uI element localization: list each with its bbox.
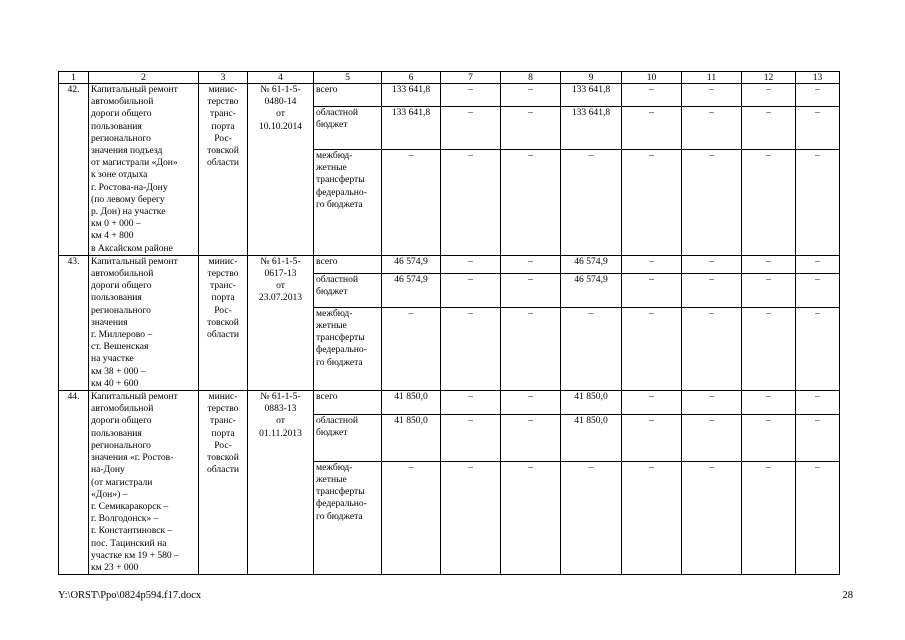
- value-cell: –: [796, 461, 840, 574]
- value-cell: –: [501, 415, 561, 461]
- value-cell: –: [561, 307, 622, 390]
- value-cell: –: [742, 149, 796, 255]
- column-number-row: [59, 72, 840, 84]
- footer-file-path: Y:\ORST\Ppo\0824p594.f17.docx: [58, 590, 202, 601]
- source-label: областной бюджет: [314, 273, 382, 307]
- source-label: межбюд- жетные трансферты федерально- го бюджета: [314, 149, 382, 255]
- object-name: Капитальный ремонт автомобильной дороги общего пользования регионального значения г. Миллерово – ст. Вешенская на участке км 38 + 000 – км 40 + 600: [89, 255, 199, 390]
- source-label: всего: [314, 255, 382, 273]
- value-cell: –: [561, 149, 622, 255]
- value-cell: –: [441, 415, 501, 461]
- col-header-3: 3: [199, 72, 248, 84]
- value-cell: –: [742, 273, 796, 307]
- value-cell: 46 574,9: [561, 255, 622, 273]
- value-cell: –: [796, 273, 840, 307]
- value-cell: –: [501, 461, 561, 574]
- value-cell: –: [441, 106, 501, 149]
- col-header-13: 13: [796, 72, 840, 84]
- value-cell: –: [742, 84, 796, 107]
- source-label: межбюд- жетные трансферты федерально- го бюджета: [314, 461, 382, 574]
- col-header-10: 10: [622, 72, 682, 84]
- value-cell: –: [742, 415, 796, 461]
- col-header-6: 6: [382, 72, 441, 84]
- value-cell: –: [501, 149, 561, 255]
- value-cell: –: [382, 307, 441, 390]
- col-header-11: 11: [682, 72, 742, 84]
- page-number: 28: [842, 590, 853, 601]
- value-cell: 41 850,0: [382, 415, 441, 461]
- source-label: областной бюджет: [314, 106, 382, 149]
- col-header-12: 12: [742, 72, 796, 84]
- value-cell: –: [742, 307, 796, 390]
- value-cell: –: [441, 255, 501, 273]
- row-number: 42.: [59, 84, 89, 256]
- value-cell: –: [622, 391, 682, 415]
- value-cell: –: [682, 273, 742, 307]
- table-row: [59, 391, 840, 415]
- row-number: 44.: [59, 391, 89, 575]
- value-cell: –: [682, 149, 742, 255]
- source-label: всего: [314, 84, 382, 107]
- value-cell: –: [622, 84, 682, 107]
- value-cell: 46 574,9: [561, 273, 622, 307]
- document-ref: № 61-1-5- 0883-13 от 01.11.2013: [248, 391, 314, 575]
- value-cell: –: [501, 391, 561, 415]
- table-row: [59, 84, 840, 107]
- value-cell: 41 850,0: [561, 415, 622, 461]
- value-cell: 41 850,0: [382, 391, 441, 415]
- value-cell: –: [682, 84, 742, 107]
- value-cell: –: [382, 461, 441, 574]
- source-label: межбюд- жетные трансферты федерально- го бюджета: [314, 307, 382, 390]
- value-cell: –: [501, 84, 561, 107]
- value-cell: –: [561, 461, 622, 574]
- col-header-5: 5: [314, 72, 382, 84]
- value-cell: 133 641,8: [382, 84, 441, 107]
- value-cell: –: [742, 255, 796, 273]
- value-cell: –: [682, 461, 742, 574]
- value-cell: –: [501, 307, 561, 390]
- object-name: Капитальный ремонт автомобильной дороги общего пользования регионального значения подъезд от магистрали «Дон» к зоне отдыха г. Ростова-на-Дону (по левому берегу р. Дон) на участке км 0 + 000 – км 4 + 800 в Аксайском районе: [89, 84, 199, 256]
- value-cell: –: [622, 106, 682, 149]
- value-cell: –: [796, 84, 840, 107]
- object-name: Капитальный ремонт автомобильной дороги общего пользования регионального значения «г. Ростов- на-Дону (от магистрали «Дон») – г. Семикаракорск – г. Волгодонск» – г. Константиновск – пос. Тацинский на участке км 19 + 580 – км 23 + 000: [89, 391, 199, 575]
- value-cell: –: [622, 255, 682, 273]
- value-cell: –: [796, 255, 840, 273]
- col-header-2: 2: [89, 72, 199, 84]
- value-cell: –: [622, 273, 682, 307]
- value-cell: –: [382, 149, 441, 255]
- value-cell: –: [441, 84, 501, 107]
- value-cell: –: [682, 391, 742, 415]
- value-cell: –: [796, 149, 840, 255]
- value-cell: –: [441, 391, 501, 415]
- value-cell: 133 641,8: [561, 106, 622, 149]
- col-header-9: 9: [561, 72, 622, 84]
- value-cell: –: [796, 415, 840, 461]
- table-row: [59, 255, 840, 273]
- row-number: 43.: [59, 255, 89, 390]
- value-cell: 133 641,8: [561, 84, 622, 107]
- value-cell: –: [501, 255, 561, 273]
- value-cell: –: [742, 391, 796, 415]
- value-cell: –: [682, 307, 742, 390]
- organization: минис- терство транс- порта Рос- товской области: [199, 391, 248, 575]
- value-cell: –: [441, 273, 501, 307]
- document-ref: № 61-1-5- 0617-13 от 23.07.2013: [248, 255, 314, 390]
- col-header-4: 4: [248, 72, 314, 84]
- value-cell: 46 574,9: [382, 255, 441, 273]
- source-label: областной бюджет: [314, 415, 382, 461]
- value-cell: –: [682, 106, 742, 149]
- value-cell: –: [441, 307, 501, 390]
- financing-table: [58, 71, 840, 575]
- value-cell: –: [622, 461, 682, 574]
- organization: минис- терство транс- порта Рос- товской области: [199, 255, 248, 390]
- value-cell: –: [742, 461, 796, 574]
- value-cell: –: [501, 106, 561, 149]
- value-cell: –: [441, 149, 501, 255]
- value-cell: –: [622, 149, 682, 255]
- value-cell: –: [682, 255, 742, 273]
- document-ref: № 61-1-5- 0480-14 от 10.10.2014: [248, 84, 314, 256]
- value-cell: 41 850,0: [561, 391, 622, 415]
- value-cell: –: [622, 307, 682, 390]
- col-header-8: 8: [501, 72, 561, 84]
- value-cell: –: [742, 106, 796, 149]
- value-cell: –: [796, 307, 840, 390]
- source-label: всего: [314, 391, 382, 415]
- value-cell: 133 641,8: [382, 106, 441, 149]
- col-header-7: 7: [441, 72, 501, 84]
- value-cell: –: [622, 415, 682, 461]
- value-cell: –: [796, 391, 840, 415]
- organization: минис- терство транс- порта Рос- товской области: [199, 84, 248, 256]
- value-cell: –: [682, 415, 742, 461]
- col-header-1: 1: [59, 72, 89, 84]
- value-cell: 46 574,9: [382, 273, 441, 307]
- value-cell: –: [501, 273, 561, 307]
- value-cell: –: [441, 461, 501, 574]
- value-cell: –: [796, 106, 840, 149]
